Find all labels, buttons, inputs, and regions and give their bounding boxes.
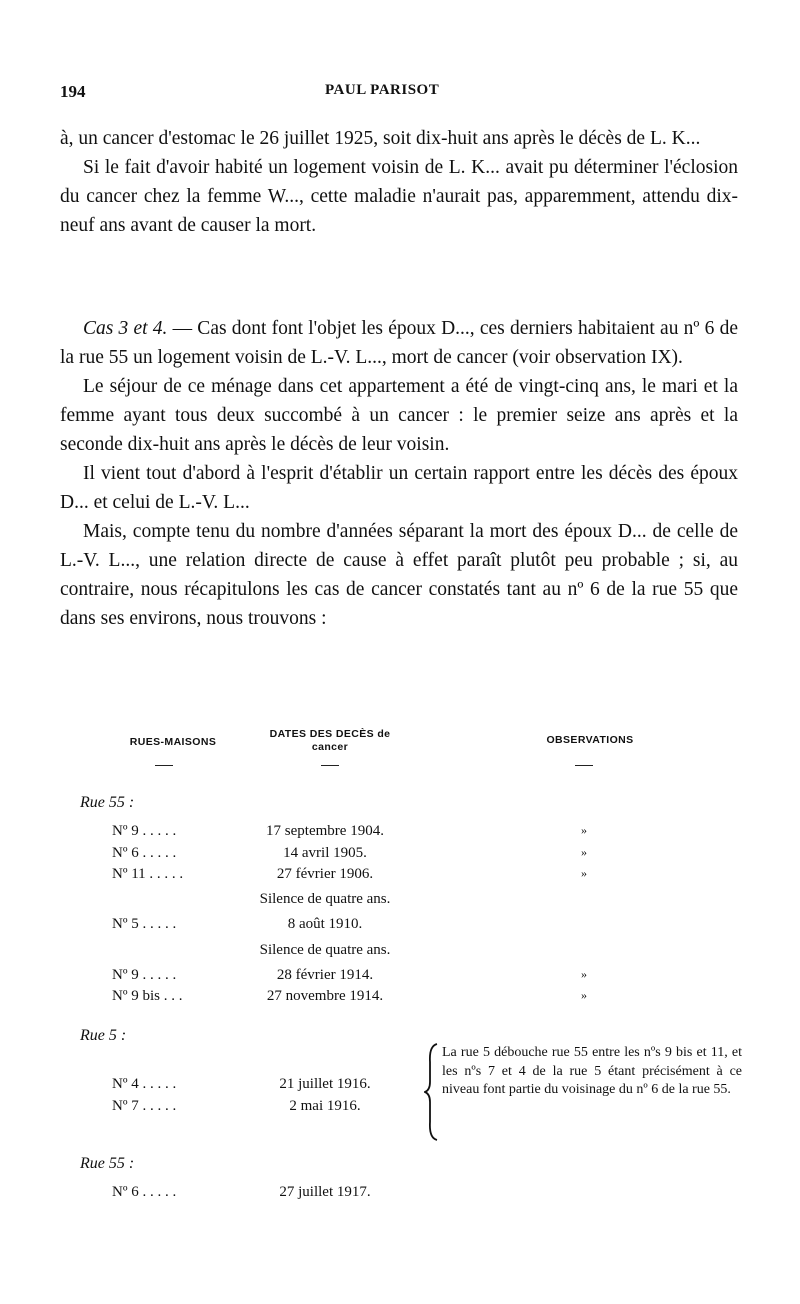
case-label: Cas 3 et 4. xyxy=(83,318,168,339)
table-row xyxy=(0,845,800,865)
table-row xyxy=(0,823,800,843)
column-header-streets: RUES-MAISONS xyxy=(129,736,217,748)
table-row xyxy=(0,1098,800,1118)
paragraph: Le séjour de ce ménage dans cet appartement a été de vingt-cinq ans, le mari et la femme ayant tous deux succombé à un cancer : le premier seize ans après et la seconde dix-huit ans après le décès de leur voisin. xyxy=(60,376,738,455)
street-heading: Rue 5 : xyxy=(80,1027,127,1044)
table-row xyxy=(0,1184,800,1204)
page-number: 194 xyxy=(60,82,86,101)
street-heading: Rue 55 : xyxy=(80,794,135,811)
death-date: 28 février 1914. xyxy=(276,967,374,983)
paragraph: Il vient tout d'abord à l'esprit d'établir un certain rapport entre les décès des époux D... et celui de L.-V. L... xyxy=(60,463,738,513)
body-text-cases xyxy=(60,314,738,633)
table-row xyxy=(0,866,800,886)
observation: » xyxy=(581,988,587,1002)
body-text xyxy=(60,124,738,240)
death-date: 27 juillet 1917. xyxy=(279,1184,371,1200)
paragraph: à, un cancer d'estomac le 26 juillet 1925, soit dix-huit ans après le décès de L. K... xyxy=(60,128,701,149)
house-number: Nº 4 . . . . . xyxy=(112,1076,177,1092)
silence-note: Silence de quatre ans. xyxy=(259,891,391,907)
silence-note: Silence de quatre ans. xyxy=(259,942,391,958)
case-text: — Cas dont font l'objet les époux D..., ces derniers habitaient au nº 6 de la rue 55 un logement voisin de L.-V. L..., mort de cancer (voir observation IX). xyxy=(60,318,738,368)
observation: » xyxy=(581,967,587,981)
header-dash xyxy=(321,765,339,766)
house-number: Nº 6 . . . . . xyxy=(112,845,177,861)
death-date: 14 avril 1905. xyxy=(283,845,367,861)
death-date: 21 juillet 1916. xyxy=(279,1076,371,1092)
death-date: 2 mai 1916. xyxy=(289,1098,361,1114)
column-header-dates: DATES DES DECÈS de cancer xyxy=(269,728,391,753)
house-number: Nº 9 . . . . . xyxy=(112,823,177,839)
house-number: Nº 5 . . . . . xyxy=(112,916,177,932)
house-number: Nº 9 bis . . . xyxy=(112,988,183,1004)
death-date: 27 février 1906. xyxy=(276,866,374,882)
house-number: Nº 6 . . . . . xyxy=(112,1184,177,1200)
death-date: 8 août 1910. xyxy=(287,916,363,932)
table-row xyxy=(0,916,800,936)
house-number: Nº 11 . . . . . xyxy=(112,866,184,882)
header-dash xyxy=(155,765,173,766)
paragraph: Si le fait d'avoir habité un logement voisin de L. K... avait pu déterminer l'éclosion du cancer chez la femme W..., cette maladie n'aurait pas, apparemment, attendu dix-neuf ans avant de causer la mort. xyxy=(60,157,738,236)
curly-brace-icon xyxy=(424,1042,440,1142)
death-date: 17 septembre 1904. xyxy=(266,823,384,839)
page-header xyxy=(60,82,740,106)
paragraph: Mais, compte tenu du nombre d'années séparant la mort des époux D... de celle de L.-V. L..., une relation directe de cause à effet paraît plutôt peu probable ; si, au contraire, nous récapitulons les cas de cancer constatés tant au nº 6 de la rue 55 que dans ses environs, nous trouvons : xyxy=(60,521,738,629)
house-number: Nº 7 . . . . . xyxy=(112,1098,177,1114)
observation-note: La rue 5 débouche rue 55 entre les nºs 9 bis et 11, et les nºs 7 et 4 de la rue 5 étant précisément à ce niveau font partie du voisinage du nº 6 de la rue 55. xyxy=(442,1045,742,1097)
observation: » xyxy=(581,823,587,837)
header-dash xyxy=(575,765,593,766)
house-number: Nº 9 . . . . . xyxy=(112,967,177,983)
column-header-observations: OBSERVATIONS xyxy=(546,734,634,746)
observation: » xyxy=(581,866,587,880)
running-head: PAUL PARISOT xyxy=(325,82,440,98)
paragraph xyxy=(60,314,738,372)
table-row xyxy=(0,967,800,987)
street-heading: Rue 55 : xyxy=(80,1155,135,1172)
death-date: 27 novembre 1914. xyxy=(266,988,384,1004)
table-row xyxy=(0,988,800,1008)
observation: » xyxy=(581,845,587,859)
